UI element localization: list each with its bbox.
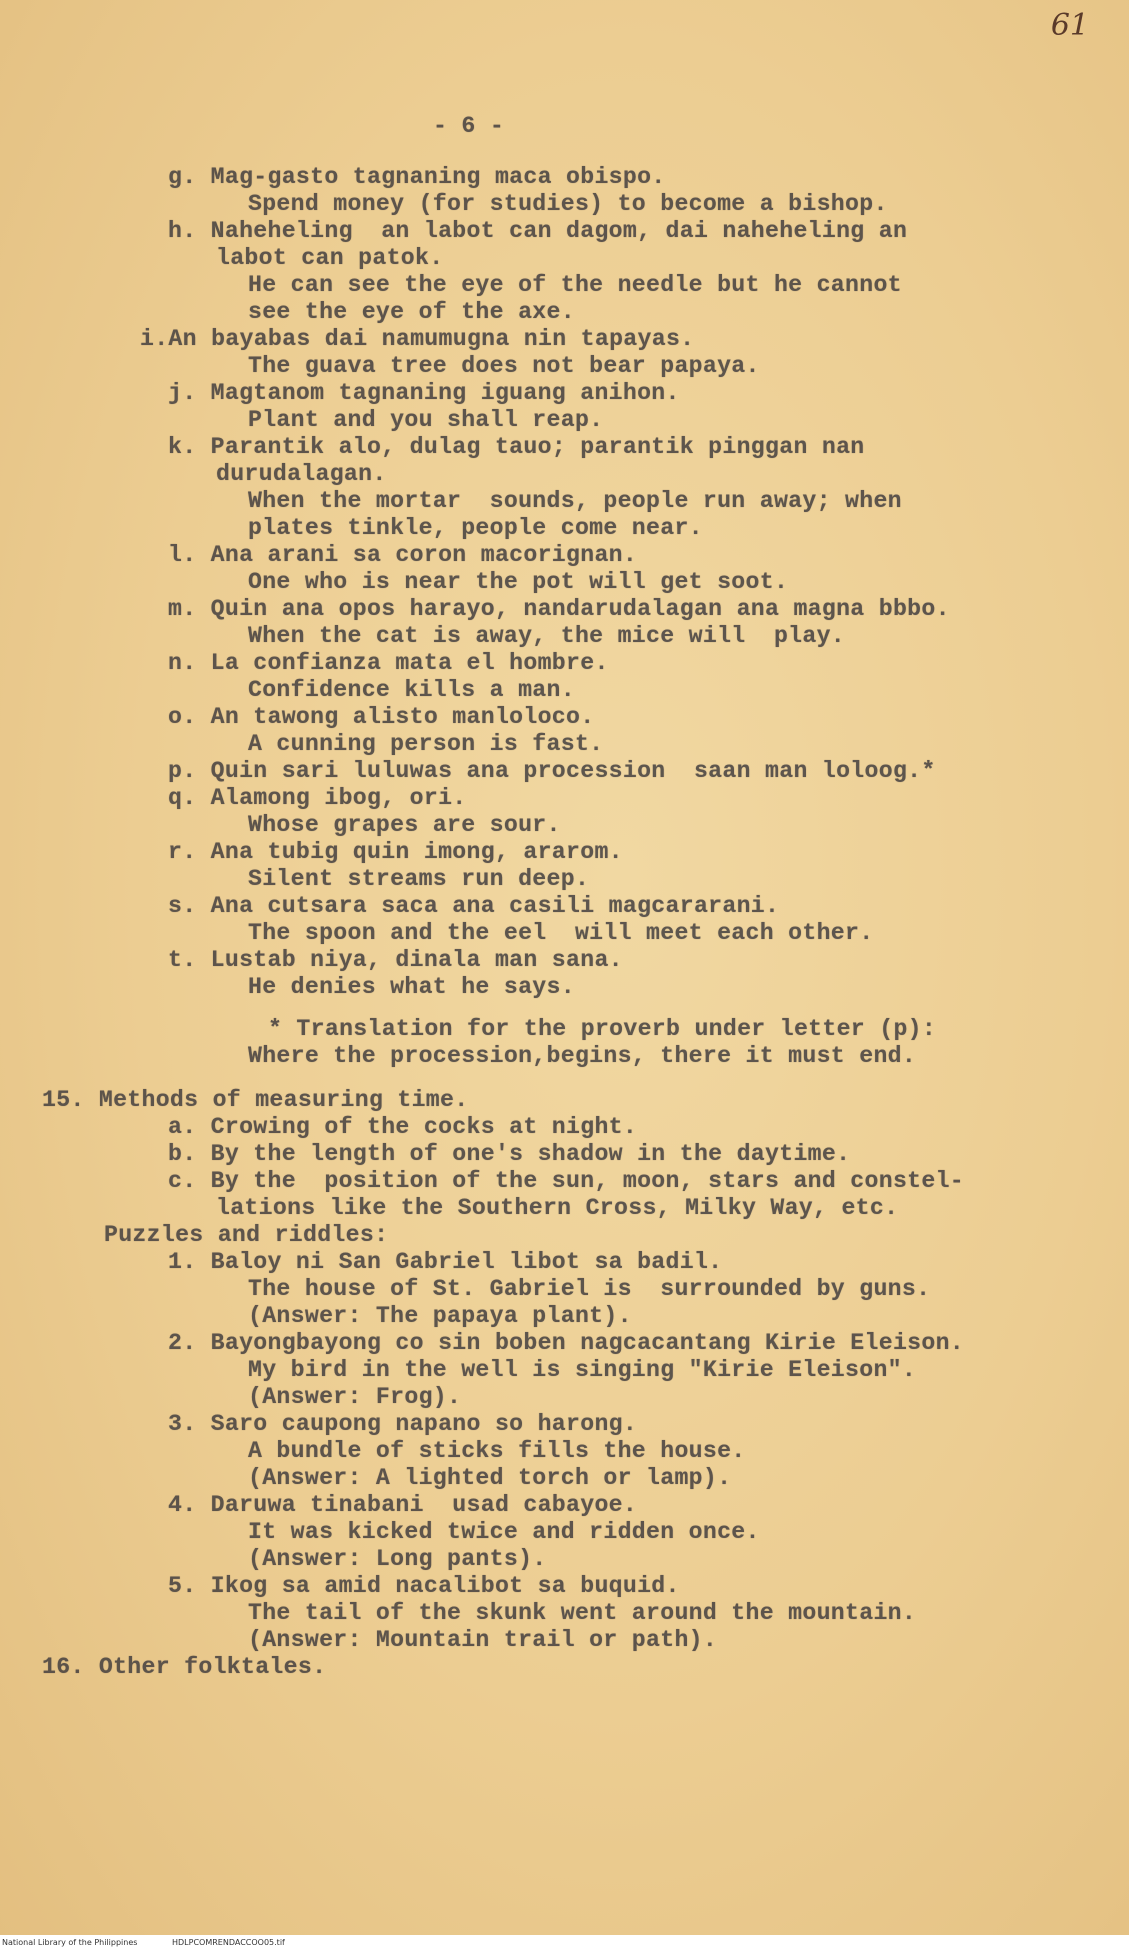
riddle-2-answer: (Answer: Frog). xyxy=(248,1384,462,1410)
riddle-3-answer: (Answer: A lighted torch or lamp). xyxy=(248,1465,732,1491)
puzzles-heading: Puzzles and riddles: xyxy=(104,1222,389,1248)
riddle-4: 4. Daruwa tinabani usad cabayoe. xyxy=(168,1492,638,1518)
section-16-heading: 16. Other folktales. xyxy=(42,1654,327,1680)
proverb-j: j. Magtanom tagnaning iguang anihon. xyxy=(168,380,680,406)
translation-r: Silent streams run deep. xyxy=(248,866,590,892)
translation-s: The spoon and the eel will meet each other. xyxy=(248,920,874,946)
section-15-heading: 15. Methods of measuring time. xyxy=(42,1087,469,1113)
proverb-q: q. Alamong ibog, ori. xyxy=(168,785,467,811)
translation-h-cont: see the eye of the axe. xyxy=(248,299,575,325)
proverb-k: k. Parantik alo, dulag tauo; parantik pinggan nan xyxy=(168,434,865,460)
riddle-5-translation: The tail of the skunk went around the mountain. xyxy=(248,1600,917,1626)
translation-g: Spend money (for studies) to become a bishop. xyxy=(248,191,888,217)
translation-k: When the mortar sounds, people run away; when xyxy=(248,488,902,514)
riddle-1: 1. Baloy ni San Gabriel libot sa badil. xyxy=(168,1249,723,1275)
translation-o: A cunning person is fast. xyxy=(248,731,604,757)
translation-j: Plant and you shall reap. xyxy=(248,407,604,433)
translation-h: He can see the eye of the needle but he cannot xyxy=(248,272,902,298)
translation-t: He denies what he says. xyxy=(248,974,575,1000)
proverb-l: l. Ana arani sa coron macorignan. xyxy=(168,542,638,568)
method-c-cont: lations like the Southern Cross, Milky Way, etc. xyxy=(216,1195,899,1221)
proverb-p: p. Quin sari luluwas ana procession saan man loloog.* xyxy=(168,758,936,784)
method-c: c. By the position of the sun, moon, stars and constel- xyxy=(168,1168,965,1194)
proverb-g: g. Mag-gasto tagnaning maca obispo. xyxy=(168,164,666,190)
handwritten-page-number: 61 xyxy=(1050,8,1089,43)
translation-m: When the cat is away, the mice will play. xyxy=(248,623,846,649)
proverb-r: r. Ana tubig quin imong, ararom. xyxy=(168,839,623,865)
proverb-n: n. La confianza mata el hombre. xyxy=(168,650,609,676)
riddle-1-answer: (Answer: The papaya plant). xyxy=(248,1303,632,1329)
proverb-o: o. An tawong alisto manloloco. xyxy=(168,704,595,730)
method-a: a. Crowing of the cocks at night. xyxy=(168,1114,638,1140)
translation-i: The guava tree does not bear papaya. xyxy=(248,353,760,379)
method-b: b. By the length of one's shadow in the daytime. xyxy=(168,1141,851,1167)
proverb-i: i.An bayabas dai namumugna nin tapayas. xyxy=(140,326,695,352)
proverb-k-cont: durudalagan. xyxy=(216,461,387,487)
riddle-4-answer: (Answer: Long pants). xyxy=(248,1546,547,1572)
footer-library: National Library of the Philippines xyxy=(2,1938,138,1947)
riddle-2-translation: My bird in the well is singing "Kirie Eleison". xyxy=(248,1357,917,1383)
riddle-1-translation: The house of St. Gabriel is surrounded by guns. xyxy=(248,1276,931,1302)
typed-page-number: - 6 - xyxy=(433,113,505,139)
proverb-h: h. Naheheling an labot can dagom, dai naheheling an xyxy=(168,218,908,244)
translation-l: One who is near the pot will get soot. xyxy=(248,569,789,595)
riddle-3: 3. Saro caupong napano so harong. xyxy=(168,1411,638,1437)
proverb-s: s. Ana cutsara saca ana casili magcararani. xyxy=(168,893,780,919)
footer-filename: HDLPCOMRENDACCOO05.tif xyxy=(172,1938,285,1947)
riddle-2: 2. Bayongbayong co sin boben nagcacantang Kirie Eleison. xyxy=(168,1330,965,1356)
proverb-m: m. Quin ana opos harayo, nandarudalagan ana magna bbbo. xyxy=(168,596,950,622)
riddle-5-answer: (Answer: Mountain trail or path). xyxy=(248,1627,718,1653)
riddle-5: 5. Ikog sa amid nacalibot sa buquid. xyxy=(168,1573,680,1599)
footnote: * Translation for the proverb under letter (p): xyxy=(268,1016,937,1042)
riddle-4-translation: It was kicked twice and ridden once. xyxy=(248,1519,760,1545)
proverb-h-cont: labot can patok. xyxy=(216,245,444,271)
riddle-3-translation: A bundle of sticks fills the house. xyxy=(248,1438,746,1464)
footnote-cont: Where the procession,begins, there it must end. xyxy=(248,1043,917,1069)
translation-q: Whose grapes are sour. xyxy=(248,812,561,838)
proverb-t: t. Lustab niya, dinala man sana. xyxy=(168,947,623,973)
translation-n: Confidence kills a man. xyxy=(248,677,575,703)
translation-k-cont: plates tinkle, people come near. xyxy=(248,515,703,541)
scan-footer xyxy=(0,1935,1129,1950)
